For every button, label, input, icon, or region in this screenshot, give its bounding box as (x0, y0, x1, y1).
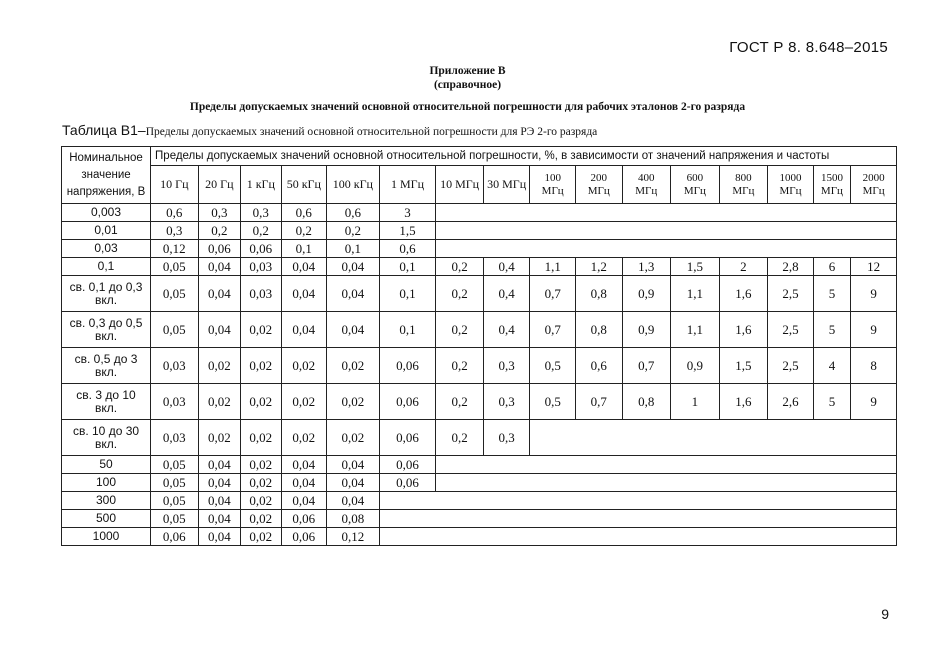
empty-cell (813, 420, 850, 456)
value-cell: 0,1 (379, 276, 436, 312)
table-caption (62, 122, 597, 140)
table-row (62, 222, 897, 240)
value-cell: 0,5 (530, 384, 576, 420)
table-row (62, 420, 897, 456)
value-cell: 0,8 (575, 276, 622, 312)
empty-cell (851, 222, 897, 240)
empty-cell (813, 240, 850, 258)
section-title: Пределы допускаемых значений основной относительной погрешности для рабочих эталонов 2-го разряда (189, 101, 746, 113)
empty-cell (575, 222, 622, 240)
value-cell: 0,06 (151, 528, 199, 546)
table-row (62, 492, 897, 510)
empty-cell (719, 420, 768, 456)
value-cell: 0,02 (327, 420, 380, 456)
value-cell: 0,02 (327, 348, 380, 384)
frequency-header: 200 МГц (575, 166, 622, 204)
frequency-header: 50 кГц (281, 166, 327, 204)
value-cell: 2,8 (768, 258, 814, 276)
value-cell: 2,5 (768, 348, 814, 384)
value-cell: 0,06 (379, 420, 436, 456)
frequency-header: 1 МГц (379, 166, 436, 204)
group-header: Пределы допускаемых значений основной относительной погрешности, %, в зависимости от значений напряжения и частоты (151, 147, 897, 166)
empty-cell (483, 456, 530, 474)
empty-cell (671, 528, 720, 546)
value-cell: 0,04 (327, 492, 380, 510)
empty-cell (768, 492, 814, 510)
empty-cell (671, 204, 720, 222)
value-cell: 0,02 (281, 348, 327, 384)
empty-cell (575, 510, 622, 528)
value-cell: 0,4 (483, 258, 530, 276)
value-cell: 0,6 (575, 348, 622, 384)
value-cell: 0,12 (327, 528, 380, 546)
value-cell: 0,05 (151, 474, 199, 492)
value-cell: 0,06 (379, 384, 436, 420)
value-cell: 9 (851, 384, 897, 420)
value-cell: 0,05 (151, 312, 199, 348)
value-cell: 0,06 (281, 510, 327, 528)
value-cell: 0,04 (198, 528, 240, 546)
value-cell: 0,02 (241, 474, 281, 492)
frequency-header: 100 кГц (327, 166, 380, 204)
value-cell: 9 (851, 276, 897, 312)
empty-cell (813, 222, 850, 240)
table-row (62, 384, 897, 420)
value-cell: 0,2 (198, 222, 240, 240)
value-cell: 0,04 (327, 474, 380, 492)
empty-cell (813, 204, 850, 222)
empty-cell (575, 474, 622, 492)
voltage-cell: св. 10 до 30 вкл. (62, 420, 151, 456)
voltage-cell: 100 (62, 474, 151, 492)
value-cell: 0,2 (436, 384, 484, 420)
empty-cell (530, 528, 576, 546)
value-cell: 0,08 (327, 510, 380, 528)
value-cell: 0,2 (436, 258, 484, 276)
frequency-header: 600 МГц (671, 166, 720, 204)
value-cell: 1,1 (671, 276, 720, 312)
value-cell: 0,4 (483, 276, 530, 312)
empty-cell (851, 492, 897, 510)
value-cell: 0,1 (379, 258, 436, 276)
empty-cell (671, 456, 720, 474)
value-cell: 0,02 (241, 348, 281, 384)
empty-cell (768, 420, 814, 456)
value-cell: 0,06 (379, 348, 436, 384)
empty-cell (436, 240, 484, 258)
value-cell: 0,4 (483, 312, 530, 348)
empty-cell (622, 240, 671, 258)
empty-cell (768, 222, 814, 240)
empty-cell (671, 492, 720, 510)
value-cell: 1,1 (671, 312, 720, 348)
value-cell: 0,1 (379, 312, 436, 348)
appendix-heading (0, 64, 935, 92)
value-cell: 1,5 (671, 258, 720, 276)
empty-cell (671, 240, 720, 258)
empty-cell (768, 204, 814, 222)
empty-cell (530, 222, 576, 240)
table-row (62, 510, 897, 528)
value-cell: 0,02 (241, 492, 281, 510)
empty-cell (851, 528, 897, 546)
empty-cell (719, 528, 768, 546)
value-cell: 0,04 (281, 456, 327, 474)
value-cell: 5 (813, 384, 850, 420)
empty-cell (530, 204, 576, 222)
value-cell: 0,02 (241, 420, 281, 456)
value-cell: 0,06 (379, 474, 436, 492)
empty-cell (530, 510, 576, 528)
table-row (62, 258, 897, 276)
empty-cell (483, 240, 530, 258)
value-cell: 0,6 (379, 240, 436, 258)
empty-cell (436, 510, 484, 528)
frequency-header: 2000 МГц (851, 166, 897, 204)
value-cell: 0,7 (530, 312, 576, 348)
empty-cell (851, 510, 897, 528)
value-cell: 0,03 (241, 258, 281, 276)
value-cell: 0,2 (436, 420, 484, 456)
value-cell: 1,5 (379, 222, 436, 240)
value-cell: 0,3 (198, 204, 240, 222)
value-cell: 0,02 (281, 384, 327, 420)
empty-cell (851, 474, 897, 492)
value-cell: 0,04 (281, 312, 327, 348)
empty-cell (436, 456, 484, 474)
empty-cell (671, 474, 720, 492)
value-cell: 0,12 (151, 240, 199, 258)
value-cell: 0,02 (198, 384, 240, 420)
empty-cell (575, 420, 622, 456)
value-cell: 0,9 (622, 276, 671, 312)
value-cell: 0,03 (241, 276, 281, 312)
value-cell: 0,05 (151, 510, 199, 528)
voltage-cell: 50 (62, 456, 151, 474)
frequency-header: 10 Гц (151, 166, 199, 204)
value-cell: 0,7 (622, 348, 671, 384)
empty-cell (671, 510, 720, 528)
empty-cell (622, 492, 671, 510)
frequency-header: 1000 МГц (768, 166, 814, 204)
empty-cell (719, 204, 768, 222)
empty-cell (483, 510, 530, 528)
empty-cell (483, 222, 530, 240)
empty-cell (671, 420, 720, 456)
empty-cell (719, 492, 768, 510)
value-cell: 0,02 (327, 384, 380, 420)
table-row (62, 276, 897, 312)
table-caption-label: Таблица В1– (62, 122, 146, 138)
value-cell: 0,1 (281, 240, 327, 258)
value-cell: 0,02 (241, 528, 281, 546)
empty-cell (575, 240, 622, 258)
page-number: 9 (881, 606, 889, 622)
value-cell: 2,5 (768, 312, 814, 348)
table-row (62, 240, 897, 258)
value-cell: 0,04 (281, 492, 327, 510)
appendix-type: (справочное) (433, 79, 502, 91)
table-row (62, 528, 897, 546)
value-cell: 0,04 (327, 258, 380, 276)
empty-cell (622, 204, 671, 222)
voltage-cell: 0,003 (62, 204, 151, 222)
empty-cell (671, 222, 720, 240)
table-row (62, 204, 897, 222)
value-cell: 0,04 (198, 492, 240, 510)
empty-cell (719, 474, 768, 492)
empty-cell (436, 528, 484, 546)
value-cell: 0,2 (436, 312, 484, 348)
value-cell: 0,3 (483, 384, 530, 420)
empty-cell (483, 474, 530, 492)
value-cell: 0,9 (622, 312, 671, 348)
value-cell: 2 (719, 258, 768, 276)
value-cell: 0,1 (327, 240, 380, 258)
empty-cell (719, 456, 768, 474)
value-cell: 0,9 (671, 348, 720, 384)
voltage-cell: св. 0,1 до 0,3 вкл. (62, 276, 151, 312)
value-cell: 0,2 (436, 348, 484, 384)
frequency-header: 100 МГц (530, 166, 576, 204)
table-row (62, 456, 897, 474)
empty-cell (575, 456, 622, 474)
empty-cell (851, 456, 897, 474)
value-cell: 1,1 (530, 258, 576, 276)
voltage-cell: 500 (62, 510, 151, 528)
empty-cell (483, 204, 530, 222)
value-cell: 0,06 (241, 240, 281, 258)
value-cell: 0,04 (198, 258, 240, 276)
value-cell: 0,8 (575, 312, 622, 348)
empty-cell (719, 510, 768, 528)
value-cell: 0,04 (198, 474, 240, 492)
value-cell: 0,02 (281, 420, 327, 456)
table-row (62, 474, 897, 492)
value-cell: 0,7 (530, 276, 576, 312)
value-cell: 0,05 (151, 492, 199, 510)
tolerance-table (61, 146, 897, 546)
value-cell: 0,05 (151, 258, 199, 276)
table-row (62, 348, 897, 384)
value-cell: 0,04 (198, 276, 240, 312)
value-cell: 0,2 (281, 222, 327, 240)
row-header: Номинальное значение напряжения, В (62, 147, 151, 204)
value-cell: 0,3 (483, 348, 530, 384)
value-cell: 0,02 (241, 510, 281, 528)
empty-cell (851, 420, 897, 456)
value-cell: 0,02 (198, 420, 240, 456)
appendix-title: Приложение В (429, 65, 506, 77)
value-cell: 5 (813, 276, 850, 312)
voltage-cell: 0,03 (62, 240, 151, 258)
empty-cell (530, 474, 576, 492)
value-cell: 0,04 (327, 276, 380, 312)
value-cell: 0,03 (151, 420, 199, 456)
empty-cell (813, 510, 850, 528)
value-cell: 0,02 (241, 312, 281, 348)
empty-cell (622, 222, 671, 240)
empty-cell (768, 510, 814, 528)
value-cell: 0,6 (151, 204, 199, 222)
voltage-cell: св. 0,3 до 0,5 вкл. (62, 312, 151, 348)
value-cell: 0,6 (327, 204, 380, 222)
value-cell: 0,04 (198, 510, 240, 528)
value-cell: 0,3 (483, 420, 530, 456)
empty-cell (622, 456, 671, 474)
table-body (62, 204, 897, 546)
value-cell: 0,04 (327, 456, 380, 474)
empty-cell (813, 474, 850, 492)
value-cell: 0,04 (281, 276, 327, 312)
empty-cell (851, 204, 897, 222)
value-cell: 0,03 (151, 384, 199, 420)
empty-cell (768, 474, 814, 492)
value-cell: 0,04 (198, 456, 240, 474)
value-cell: 0,03 (151, 348, 199, 384)
value-cell: 0,04 (198, 312, 240, 348)
empty-cell (768, 456, 814, 474)
value-cell: 1,2 (575, 258, 622, 276)
document-code: ГОСТ Р 8. 8.648–2015 (729, 39, 888, 56)
value-cell: 1,6 (719, 312, 768, 348)
value-cell: 0,3 (241, 204, 281, 222)
value-cell: 12 (851, 258, 897, 276)
value-cell: 1 (671, 384, 720, 420)
frequency-header: 10 МГц (436, 166, 484, 204)
empty-cell (436, 474, 484, 492)
voltage-cell: 300 (62, 492, 151, 510)
value-cell: 1,6 (719, 276, 768, 312)
frequency-header: 30 МГц (483, 166, 530, 204)
voltage-cell: св. 0,5 до 3 вкл. (62, 348, 151, 384)
frequency-header-row (62, 166, 897, 204)
empty-cell (622, 528, 671, 546)
frequency-header: 400 МГц (622, 166, 671, 204)
empty-cell (622, 420, 671, 456)
value-cell: 0,06 (198, 240, 240, 258)
value-cell: 3 (379, 204, 436, 222)
frequency-header: 20 Гц (198, 166, 240, 204)
voltage-cell: св. 3 до 10 вкл. (62, 384, 151, 420)
empty-cell (436, 222, 484, 240)
empty-cell (575, 528, 622, 546)
value-cell: 0,3 (151, 222, 199, 240)
value-cell: 2,6 (768, 384, 814, 420)
value-cell: 0,06 (379, 456, 436, 474)
value-cell: 5 (813, 312, 850, 348)
table-row (62, 312, 897, 348)
value-cell: 0,02 (241, 384, 281, 420)
empty-cell (851, 240, 897, 258)
value-cell: 0,02 (198, 348, 240, 384)
empty-cell (813, 456, 850, 474)
value-cell: 0,2 (241, 222, 281, 240)
empty-cell (379, 528, 436, 546)
empty-cell (530, 420, 576, 456)
value-cell: 1,3 (622, 258, 671, 276)
voltage-cell: 0,01 (62, 222, 151, 240)
value-cell: 0,05 (151, 276, 199, 312)
empty-cell (436, 492, 484, 510)
empty-cell (483, 528, 530, 546)
value-cell: 0,2 (327, 222, 380, 240)
value-cell: 0,06 (281, 528, 327, 546)
empty-cell (813, 528, 850, 546)
empty-cell (575, 204, 622, 222)
empty-cell (719, 240, 768, 258)
empty-cell (768, 528, 814, 546)
value-cell: 1,6 (719, 384, 768, 420)
empty-cell (530, 492, 576, 510)
value-cell: 0,8 (622, 384, 671, 420)
value-cell: 0,04 (281, 474, 327, 492)
empty-cell (530, 240, 576, 258)
value-cell: 0,2 (436, 276, 484, 312)
empty-cell (436, 204, 484, 222)
value-cell: 0,6 (281, 204, 327, 222)
empty-cell (379, 492, 436, 510)
voltage-cell: 0,1 (62, 258, 151, 276)
frequency-header: 1 кГц (241, 166, 281, 204)
empty-cell (813, 492, 850, 510)
value-cell: 6 (813, 258, 850, 276)
empty-cell (622, 510, 671, 528)
frequency-header: 800 МГц (719, 166, 768, 204)
empty-cell (483, 492, 530, 510)
table-caption-text: Пределы допускаемых значений основной относительной погрешности для РЭ 2-го разряда (145, 126, 598, 138)
value-cell: 2,5 (768, 276, 814, 312)
value-cell: 0,7 (575, 384, 622, 420)
value-cell: 0,5 (530, 348, 576, 384)
value-cell: 0,04 (281, 258, 327, 276)
value-cell: 8 (851, 348, 897, 384)
frequency-header: 1500 МГц (813, 166, 850, 204)
empty-cell (719, 222, 768, 240)
empty-cell (768, 240, 814, 258)
value-cell: 0,04 (327, 312, 380, 348)
value-cell: 0,05 (151, 456, 199, 474)
empty-cell (379, 510, 436, 528)
empty-cell (622, 474, 671, 492)
value-cell: 9 (851, 312, 897, 348)
voltage-cell: 1000 (62, 528, 151, 546)
empty-cell (530, 456, 576, 474)
empty-cell (575, 492, 622, 510)
value-cell: 4 (813, 348, 850, 384)
value-cell: 1,5 (719, 348, 768, 384)
value-cell: 0,02 (241, 456, 281, 474)
